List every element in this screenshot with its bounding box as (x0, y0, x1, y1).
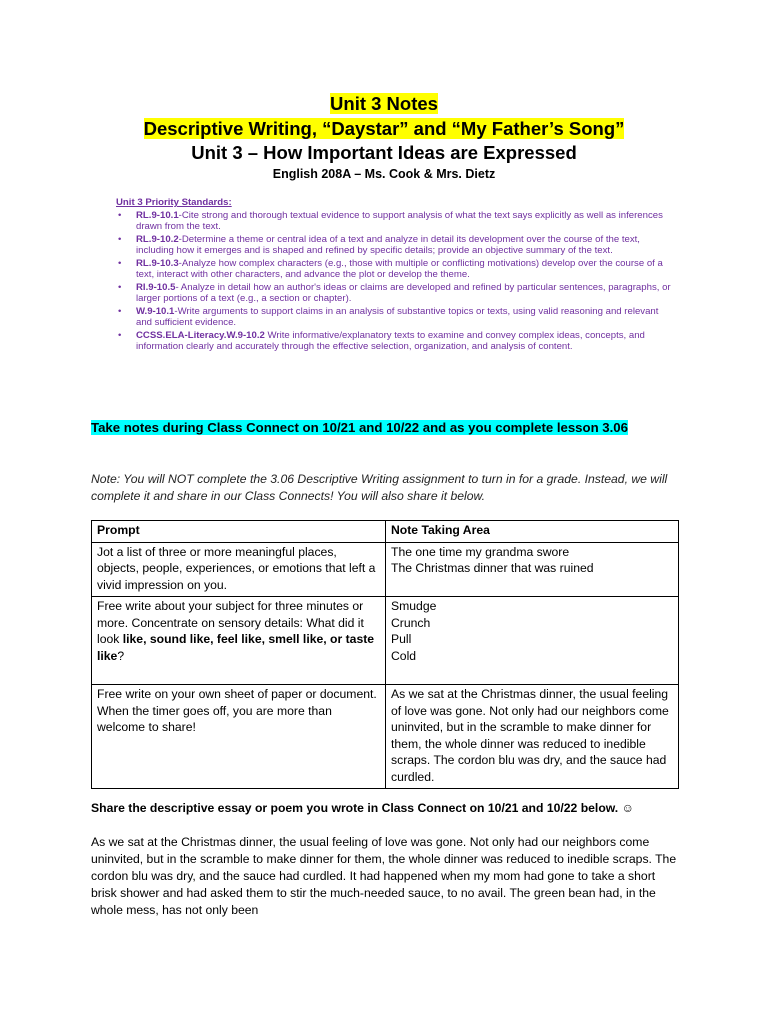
unit-title (0, 93, 768, 115)
unit-title-text: Unit 3 Notes (330, 93, 438, 114)
table-row (92, 542, 679, 597)
prompt-cell: Jot a list of three or more meaningful places, objects, people, experiences, or emotions that left a vivid impression on you. (92, 542, 386, 597)
standard-item (116, 258, 676, 281)
standard-code: RL.9-10.1 (136, 209, 179, 221)
assignment-note: Note: You will NOT complete the 3.06 Descriptive Writing assignment to turn in for a grade. Instead, we will complete it and share in our Class Connects! You will also share it below. (91, 472, 668, 503)
standard-item (116, 234, 676, 257)
prompt-cell: Free write on your own sheet of paper or document. When the timer goes off, you are more than welcome to share! (92, 685, 386, 789)
bullet-icon: • (118, 233, 122, 245)
notes-cell[interactable] (386, 542, 679, 597)
lesson-title (0, 118, 768, 140)
note-line: Crunch (391, 615, 431, 630)
standard-code: RL.9-10.2 (136, 233, 179, 245)
share-heading: Share the descriptive essay or poem you wrote in Class Connect on 10/21 and 10/22 below. ☺ (91, 801, 635, 815)
standard-item (116, 282, 676, 305)
unit-theme-title: Unit 3 – How Important Ideas are Expressed (191, 142, 577, 163)
standard-text: -Determine a theme or central idea of a text and analyze in detail its development over the course of the text, including how it emerges and is shaped and refined by specific details; provide an objective summary of the text. (136, 233, 640, 256)
standard-code: RL.9-10.3 (136, 257, 179, 269)
standards-list (116, 210, 676, 353)
bullet-icon: • (118, 281, 122, 293)
notes-table (91, 520, 679, 789)
prompt-end: ? (117, 648, 125, 663)
notes-cell[interactable] (386, 597, 679, 685)
standard-code: W.9-10.1 (136, 305, 175, 317)
standard-text: -Analyze how complex characters (e.g., those with multiple or conflicting motivations) develop over the course of a text, interact with other characters, and advance the plot or develop the theme. (136, 257, 663, 280)
standards-heading: Unit 3 Priority Standards: (116, 197, 232, 208)
note-line: The Christmas dinner that was ruined (391, 561, 594, 575)
standard-item (116, 330, 676, 353)
table-row (92, 597, 679, 685)
table-row (92, 685, 679, 789)
standard-item (116, 210, 676, 233)
standard-code: CCSS.ELA-Literacy.W.9-10.2 (136, 329, 265, 341)
prompt-text: Free write about your subject for three minutes or more. Concentrate on sensory details: What did it look (97, 599, 364, 646)
prompt-cell (92, 597, 386, 685)
standard-code: RI.9-10.5 (136, 281, 176, 293)
prompt-senses: like, sound like, feel like, smell like, or taste like (97, 632, 375, 663)
standard-text: -Write arguments to support claims in an analysis of substantive topics or texts, using valid reasoning and relevant and sufficient evidence. (136, 305, 659, 328)
take-notes-text: Take notes during Class Connect on 10/21 and 10/22 and as you complete lesson 3.06 (91, 420, 628, 435)
lesson-title-text: Descriptive Writing, “Daystar” and “My Father’s Song” (143, 118, 625, 139)
header-note-taking-area: Note Taking Area (386, 521, 679, 543)
bullet-icon: • (118, 257, 122, 269)
standard-text: - Analyze in detail how an author's ideas or claims are developed and refined by particular sentences, paragraphs, or larger portions of a text (e.g., a section or chapter). (136, 281, 671, 304)
bullet-icon: • (118, 209, 122, 221)
bullet-icon: • (118, 305, 122, 317)
note-line: The one time my grandma swore (391, 544, 570, 559)
bullet-icon: • (118, 329, 122, 341)
course-subtitle: English 208A – Ms. Cook & Mrs. Dietz (272, 167, 496, 181)
standard-text: -Cite strong and thorough textual evidence to support analysis of what the text says explicitly as well as inferences drawn from the text. (136, 209, 663, 232)
standard-item (116, 306, 676, 329)
header-prompt: Prompt (92, 521, 386, 543)
standard-text: Write informative/explanatory texts to examine and convey complex ideas, concepts, and information clearly and accurately through the effective selection, organization, and analysis of content. (136, 329, 645, 352)
take-notes-instruction (91, 418, 691, 437)
essay-text[interactable]: As we sat at the Christmas dinner, the usual feeling of love was gone. Not only had our neighbors come uninvited, but in the scramble to make dinner for them, the whole dinner was reduced to inedible scraps. The cordon blu was dry, and the sauce had curdled. It had happened when my mom had gone to take a short brisk shower and had asked them to stir the much-needed sauce, to no avail. The green bean had, in the whole mess, has not only been (91, 835, 677, 917)
note-line: Smudge (391, 599, 437, 613)
table-header-row (92, 521, 679, 543)
note-line: Cold (391, 648, 417, 663)
notes-cell[interactable]: As we sat at the Christmas dinner, the usual feeling of love was gone. Not only had our neighbors come uninvited, but in the scramble to make dinner for them, the whole dinner was reduced to inedible scraps. The cordon blu was dry, and the sauce had curdled. (386, 685, 679, 789)
note-line: Pull (391, 632, 412, 646)
priority-standards (116, 197, 676, 354)
